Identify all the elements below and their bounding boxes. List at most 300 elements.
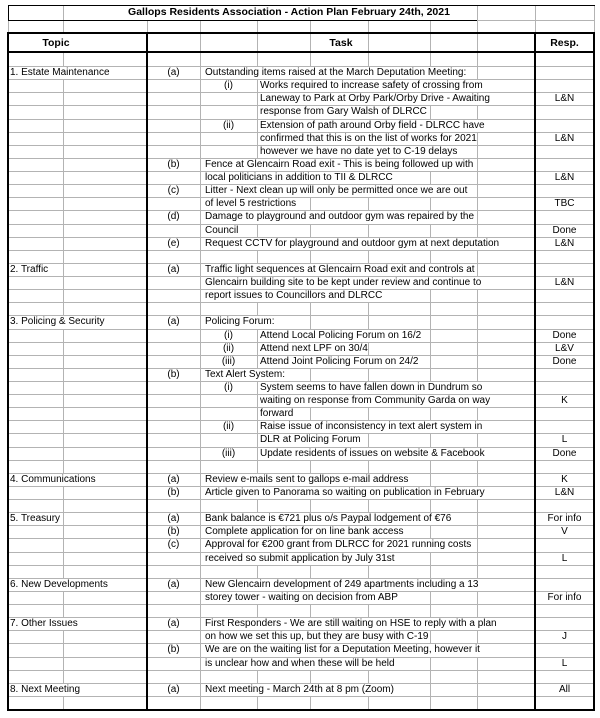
task-text: Extension of path around Orby field - DLRCC have [260,119,485,131]
gridline-v [477,33,478,53]
gridline-v [63,119,64,132]
task-text: on how we set this up, but they are busy with C-19 [205,631,429,643]
gridline-v [200,197,201,210]
gridline-v [257,381,258,394]
gridline-v [430,565,431,578]
gridline-v [257,499,258,512]
gridline-v [310,670,311,683]
gridline-v [430,604,431,617]
gridline-v [430,696,431,709]
col-header-topic: Topic [42,37,70,49]
title-box-border [8,5,595,6]
gridline-v [430,499,431,512]
gridline-v [200,33,201,53]
gridline-v [63,447,64,460]
gridline-v [200,538,201,551]
resp-cell: Done [552,355,577,367]
gridline-v [200,643,201,656]
gridline-v [430,473,431,486]
gridline-v [63,184,64,197]
gridline-h [8,460,594,461]
gridline-v [477,158,478,171]
gridline-v [477,5,478,33]
gridline-v [257,53,258,66]
gridline-v [477,132,478,145]
gridline-h [8,184,594,185]
gridline-v [200,578,201,591]
item-letter: (e) [167,237,180,249]
resp-cell: V [561,526,568,538]
gridline-h [8,224,594,225]
gridline-v [200,565,201,578]
gridline-h [8,578,594,579]
gridline-v [200,433,201,446]
gridline-v [257,119,258,132]
gridline-v [200,630,201,643]
item-letter: (b) [167,644,180,656]
topic-cell: 5. Treasury [10,513,61,525]
gridline-v [257,250,258,263]
table-border [7,51,595,53]
gridline-v [477,184,478,197]
gridline-v [535,5,536,33]
gridline-v [310,53,311,66]
gridline-v [200,145,201,158]
gridline-v [200,79,201,92]
task-text: however we have no date yet to C-19 delays [260,145,458,157]
item-roman: (i) [224,80,233,92]
resp-cell: Done [552,329,577,341]
topic-cell: 1. Estate Maintenance [10,67,110,79]
task-text: storey tower - waiting on decision from ABP [205,591,398,603]
gridline-v [477,105,478,118]
task-text: Next meeting - March 24th at 8 pm (Zoom) [205,683,394,695]
table-border [534,32,536,711]
task-text: Review e-mails sent to gallops e-mail address [205,473,409,485]
gridline-v [200,696,201,709]
gridline-v [63,604,64,617]
task-text: forward [260,408,294,420]
resp-cell: L [561,657,568,669]
task-text: Approval for €200 grant from DLRCC for 2021 running costs [205,539,472,551]
gridline-v [63,289,64,302]
gridline-v [63,158,64,171]
gridline-v [310,696,311,709]
col-header-resp: Resp. [550,37,579,49]
gridline-h [8,92,594,93]
gridline-v [63,197,64,210]
resp-cell: For info [547,591,582,603]
gridline-v [368,499,369,512]
task-text: received so submit application by July 31st [205,552,395,564]
gridline-h [8,525,594,526]
gridline-v [257,696,258,709]
task-text: Complete application for on line bank access [205,526,404,538]
item-letter: (a) [167,316,180,328]
gridline-v [63,132,64,145]
gridline-v [63,394,64,407]
task-text: is unclear how and when these will be held [205,657,395,669]
resp-cell: L&N [554,237,575,249]
task-text: of level 5 restrictions [205,198,297,210]
gridline-v [310,407,311,420]
gridline-v [594,5,595,33]
gridline-h [8,630,594,631]
gridline-v [200,617,201,630]
gridline-v [257,105,258,118]
gridline-v [477,355,478,368]
gridline-v [200,302,201,315]
gridline-v [63,145,64,158]
gridline-v [63,171,64,184]
gridline-v [430,105,431,118]
item-letter: (b) [167,158,180,170]
gridline-v [477,66,478,79]
gridline-v [477,171,478,184]
item-letter: (a) [167,263,180,275]
gridline-v [368,53,369,66]
gridline-h [8,197,594,198]
gridline-v [310,565,311,578]
gridline-v [200,512,201,525]
gridline-v [477,224,478,237]
gridline-v [310,460,311,473]
gridline-v [200,499,201,512]
gridline-h [8,119,594,120]
gridline-v [200,119,201,132]
gridline-v [200,420,201,433]
gridline-v [63,565,64,578]
gridline-h [8,696,594,697]
gridline-v [200,394,201,407]
task-text: Council [205,224,239,236]
item-letter: (c) [167,185,180,197]
gridline-v [477,604,478,617]
gridline-v [477,342,478,355]
gridline-v [200,473,201,486]
task-text: Fence at Glencairn Road exit - This is being followed up with [205,158,474,170]
task-text: Attend next LPF on 30/4 [260,342,368,354]
gridline-h [8,329,594,330]
gridline-v [63,525,64,538]
gridline-v [63,210,64,223]
task-text: Works required to increase safety of crossing from [260,80,483,92]
gridline-v [63,250,64,263]
item-roman: (iii) [221,355,236,367]
gridline-v [200,604,201,617]
gridline-v [63,630,64,643]
gridline-v [368,460,369,473]
gridline-v [477,460,478,473]
gridline-v [368,315,369,328]
item-letter: (a) [167,578,180,590]
gridline-v [200,486,201,499]
gridline-v [368,565,369,578]
gridline-v [257,329,258,342]
gridline-v [63,368,64,381]
task-text: confirmed that this is on the list of works for 2021 [260,132,477,144]
gridline-v [63,53,64,66]
gridline-v [477,565,478,578]
gridline-v [430,342,431,355]
item-letter: (b) [167,368,180,380]
gridline-v [368,433,369,446]
gridline-v [430,460,431,473]
gridline-v [200,53,201,66]
gridline-v [368,197,369,210]
gridline-v [63,302,64,315]
task-text: Attend Joint Policing Forum on 24/2 [260,355,419,367]
task-text: Bank balance is €721 plus o/s Paypal lodgement of €76 [205,513,452,525]
gridline-v [477,473,478,486]
gridline-h [8,263,594,264]
gridline-h [8,512,594,513]
gridline-v [310,604,311,617]
gridline-v [477,302,478,315]
gridline-v [477,512,478,525]
gridline-v [200,250,201,263]
gridline-h [8,433,594,434]
gridline-h [8,565,594,566]
gridline-v [430,591,431,604]
gridline-v [63,643,64,656]
gridline-v [200,683,201,696]
gridline-v [477,433,478,446]
gridline-v [310,197,311,210]
resp-cell: K [561,473,568,485]
gridline-v [430,630,431,643]
gridline-v [200,263,201,276]
gridline-v [200,224,201,237]
table-border [7,32,9,711]
gridline-h [8,302,594,303]
gridline-v [200,289,201,302]
gridline-v [430,368,431,381]
gridline-v [200,92,201,105]
gridline-v [477,263,478,276]
gridline-v [477,197,478,210]
gridline-v [477,289,478,302]
gridline-v [257,420,258,433]
gridline-v [430,197,431,210]
gridline-v [477,368,478,381]
gridline-v [63,460,64,473]
resp-cell: L [561,552,568,564]
gridline-h [8,342,594,343]
item-letter: (a) [167,683,180,695]
task-text: Update residents of issues on website & Facebook [260,447,485,459]
gridline-v [63,696,64,709]
table-border [146,32,148,711]
gridline-v [200,184,201,197]
gridline-v [63,552,64,565]
gridline-v [368,342,369,355]
gridline-v [368,407,369,420]
gridline-v [310,315,311,328]
gridline-v [63,79,64,92]
task-text: DLR at Policing Forum [260,434,361,446]
gridline-v [477,696,478,709]
gridline-v [477,407,478,420]
task-text: Laneway to Park at Orby Park/Orby Drive - Awaiting [260,93,490,105]
topic-cell: 7. Other Issues [10,618,78,630]
resp-cell: L [561,434,568,446]
gridline-v [200,329,201,342]
gridline-v [257,302,258,315]
gridline-h [8,643,594,644]
resp-cell: L&N [554,132,575,144]
topic-cell: 4. Communications [10,473,96,485]
item-roman: (iii) [221,447,236,459]
gridline-h [8,66,594,67]
gridline-v [200,525,201,538]
task-text: Glencairn building site to be kept under review and continue to [205,277,482,289]
gridline-v [200,368,201,381]
gridline-v [63,105,64,118]
gridline-v [63,486,64,499]
task-text: System seems to have fallen down in Dundrum so [260,382,483,393]
resp-cell: For info [547,513,582,525]
gridline-v [310,499,311,512]
gridline-v [63,407,64,420]
gridline-h [8,79,594,80]
gridline-v [63,355,64,368]
gridline-v [477,210,478,223]
gridline-v [63,657,64,670]
gridline-h [8,355,594,356]
gridline-v [430,224,431,237]
resp-cell: K [561,395,568,407]
gridline-h [8,289,594,290]
gridline-v [257,433,258,446]
item-letter: (b) [167,486,180,498]
gridline-h [8,171,594,172]
task-text: We are on the waiting list for a Deputation Meeting, however it [205,644,480,656]
gridline-h [8,250,594,251]
gridline-v [200,276,201,289]
item-roman: (ii) [222,421,235,433]
gridline-h [8,670,594,671]
gridline-v [477,670,478,683]
task-text: Article given to Panorama so waiting on publication in February [205,486,485,498]
gridline-v [200,460,201,473]
gridline-v [257,670,258,683]
gridline-v [63,670,64,683]
resp-cell: TBC [554,198,575,210]
gridline-v [368,224,369,237]
gridline-v [430,302,431,315]
gridline-v [63,5,64,33]
gridline-v [430,355,431,368]
item-letter: (a) [167,618,180,630]
gridline-h [8,657,594,658]
gridline-v [63,499,64,512]
gridline-v [368,33,369,53]
gridline-h [8,420,594,421]
topic-cell: 6. New Developments [10,578,108,590]
resp-cell: L&N [554,277,575,289]
item-letter: (c) [167,539,180,551]
task-text: Attend Local Policing Forum on 16/2 [260,329,422,341]
gridline-v [430,250,431,263]
gridline-v [477,591,478,604]
gridline-h [8,132,594,133]
gridline-v [477,315,478,328]
gridline-v [257,407,258,420]
item-letter: (a) [167,67,180,79]
gridline-v [200,591,201,604]
gridline-v [477,145,478,158]
gridline-h [8,368,594,369]
gridline-v [477,329,478,342]
gridline-h [8,315,594,316]
gridline-h [477,20,594,21]
task-text: Raise issue of inconsistency in text alert system in [260,421,483,433]
gridline-v [257,33,258,53]
gridline-v [430,433,431,446]
gridline-h [8,237,594,238]
gridline-v [257,92,258,105]
gridline-v [368,368,369,381]
gridline-v [477,630,478,643]
table-border [593,32,595,711]
gridline-v [368,604,369,617]
gridline-v [430,33,431,53]
task-text: Outstanding items raised at the March Deputation Meeting: [205,67,467,79]
gridline-h [8,538,594,539]
gridline-v [430,289,431,302]
gridline-v [200,657,201,670]
gridline-v [257,145,258,158]
gridline-v [310,368,311,381]
gridline-v [430,171,431,184]
topic-cell: 3. Policing & Security [10,316,105,328]
gridline-v [310,224,311,237]
table-border [7,709,595,711]
gridline-h [8,552,594,553]
task-text: report issues to Councillors and DLRCC [205,290,383,302]
gridline-v [200,158,201,171]
gridline-h [8,604,594,605]
item-roman: (i) [224,382,233,393]
gridline-v [477,657,478,670]
gridline-v [430,657,431,670]
gridline-v [477,250,478,263]
task-text: Damage to playground and outdoor gym was repaired by the [205,211,475,223]
resp-cell: All [558,683,571,695]
task-text: waiting on response from Community Garda on way [260,395,491,407]
gridline-h [8,591,594,592]
item-letter: (a) [167,473,180,485]
gridline-h [8,158,594,159]
task-text: Policing Forum: [205,316,275,328]
gridline-v [257,132,258,145]
gridline-v [257,394,258,407]
gridline-v [430,552,431,565]
gridline-h [8,381,594,382]
gridline-h [8,407,594,408]
item-letter: (d) [167,211,180,223]
task-text: local politicians in addition to TII & DLRCC [205,172,393,184]
gridline-v [63,224,64,237]
resp-cell: Done [552,224,577,236]
gridline-v [63,329,64,342]
gridline-h [8,394,594,395]
gridline-h [8,210,594,211]
gridline-v [430,329,431,342]
gridline-v [63,276,64,289]
gridline-v [430,525,431,538]
